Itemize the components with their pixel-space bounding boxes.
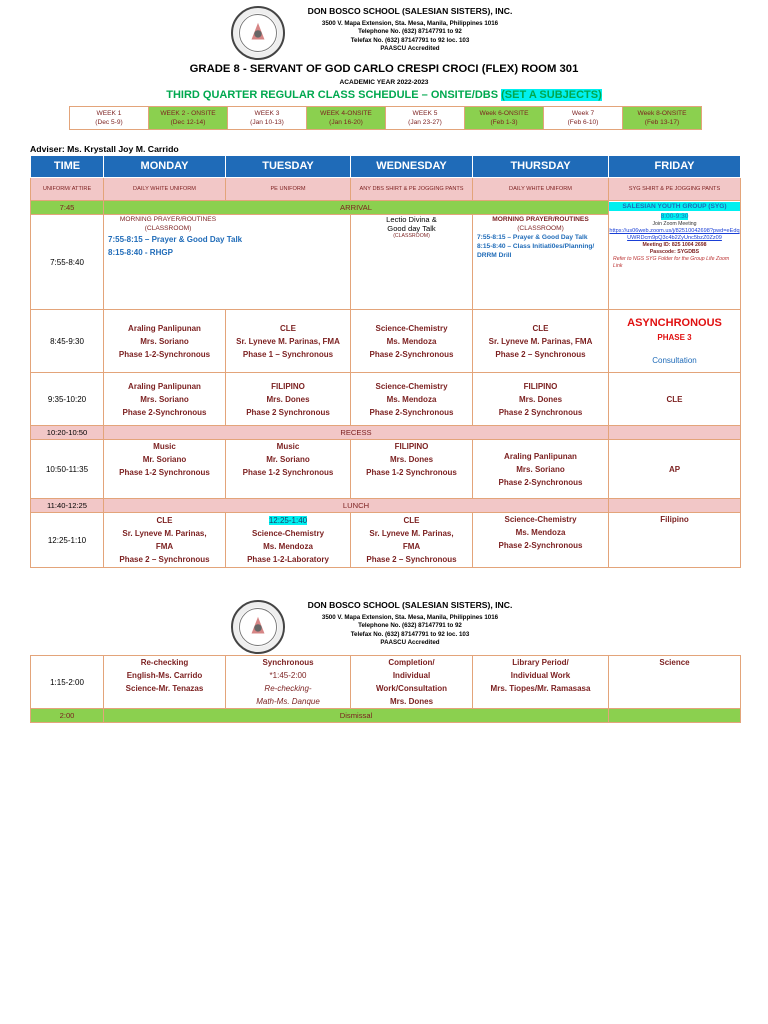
dismissal-fri xyxy=(609,709,741,723)
col-time: TIME xyxy=(31,156,104,178)
school-logo xyxy=(231,600,285,654)
school-name: DON BOSCO SCHOOL (SALESIAN SISTERS), INC. xyxy=(307,600,513,610)
schedule-table-continued xyxy=(30,655,741,723)
uniform-row xyxy=(31,178,741,201)
tue-935: FILIPINO Mrs. Dones Phase 2 Synchronous xyxy=(226,373,351,426)
school-name: DON BOSCO SCHOOL (SALESIAN SISTERS), INC. xyxy=(307,6,513,16)
table-header-row xyxy=(31,156,741,178)
school-logo xyxy=(231,6,285,60)
time-935: 9:35-10:20 xyxy=(31,373,104,426)
week-cell: Week 6-ONSITE (Feb 1-3) xyxy=(465,107,544,130)
thu-755: MORNING PRAYER/ROUTINES (CLASSROOM) 7:55-8:15 – Prayer & Good Day Talk 8:15-8:40 – Class Initiati0es/Planning/ DRRM Drill xyxy=(473,215,609,310)
row-935 xyxy=(31,373,741,426)
school-accreditation: PAASCU Accredited xyxy=(380,639,440,647)
arrival-label: ARRIVAL xyxy=(104,201,609,215)
thu-115: Library Period/ Individual Work Mrs. Tiopes/Mr. Ramasasa xyxy=(473,656,609,709)
mon-tue-755: MORNING PRAYER/ROUTINES (CLASSROOM) 7:55-8:15 – Prayer & Good Day Talk 8:15-8:40 - RHGP xyxy=(104,215,351,310)
dismissal-label: Dismissal xyxy=(104,709,609,723)
recess-row xyxy=(31,426,741,440)
wed-845: Science-Chemistry Ms. Mendoza Phase 2-Synchronous xyxy=(351,310,473,373)
school-telefax: Telefax No. (632) 87147791 to 92 loc. 103 xyxy=(350,36,470,44)
thu-1050: Araling Panlipunan Mrs. Soriano Phase 2-Synchronous xyxy=(473,440,609,499)
recess-time: 10:20-10:50 xyxy=(31,426,104,440)
mon-845: Araling Panlipunan Mrs. Soriano Phase 1-2-Synchronous xyxy=(104,310,226,373)
wed-1050: FILIPINO Mrs. Dones Phase 1-2 Synchronous xyxy=(351,440,473,499)
mon-1225: CLE Sr. Lyneve M. Parinas, FMA Phase 2 – Synchronous xyxy=(104,513,226,568)
school-address: 3500 V. Mapa Extension, Sta. Mesa, Manila, Philippines 1016 xyxy=(321,614,499,621)
school-header xyxy=(0,6,768,68)
row-1225 xyxy=(31,513,741,568)
arrival-time: 7:45 xyxy=(31,201,104,215)
uniform-label: UNIFORM/ ATTIRE xyxy=(31,178,104,201)
week-cell: Week 7 (Feb 6-10) xyxy=(544,107,623,130)
mon-115: Re-checking English-Ms. Carrido Science-Mr. Tenazas xyxy=(104,656,226,709)
weeks-table xyxy=(69,106,702,130)
mon-1050: Music Mr. Soriano Phase 1-2 Synchronous xyxy=(104,440,226,499)
fri-115: Science xyxy=(609,656,741,709)
col-friday: FRIDAY xyxy=(609,156,741,178)
fri-1050: AP xyxy=(609,440,741,499)
week-cell: WEEK 1 (Dec 5-9) xyxy=(70,107,149,130)
lunch-row xyxy=(31,499,741,513)
school-telefax: Telefax No. (632) 87147791 to 92 loc. 103 xyxy=(350,630,470,638)
uniform-fri: SYG SHIRT & PE JOGGING PANTS xyxy=(609,178,741,201)
lunch-fri xyxy=(609,499,741,513)
time-755: 7:55-8:40 xyxy=(31,215,104,310)
row-115 xyxy=(31,656,741,709)
syg-cell: SALESIAN YOUTH GROUP (SYG) 8:00-9:30 Join Zoom Meeting https://us06web.zoom.us/j/82510042698?pwd=eEdqUWRDcm9pQ3c4b2ZyUnc5bzZ0Zz09 Meeting ID: 825 1004 2698 Passcode: SYGDBS Refer to NGS SYG Folder for the Group Life Zoom Link xyxy=(609,201,741,310)
academic-year: ACADEMIC YEAR 2022-2023 xyxy=(339,79,429,86)
school-accreditation: PAASCU Accredited xyxy=(380,45,440,53)
school-telephone: Telephone No. (632) 87147791 to 92 xyxy=(358,622,462,630)
uniform-wed: ANY DBS SHIRT & PE JOGGING PANTS xyxy=(351,178,473,201)
col-wednesday: WEDNESDAY xyxy=(351,156,473,178)
fri-935: CLE xyxy=(609,373,741,426)
zoom-link[interactable]: https://us06web.zoom.us/j/82510042698?pwd=eEdqUWRDcm9pQ3c4b2ZyUnc5bzZ0Zz09 xyxy=(609,228,740,241)
arrival-row xyxy=(31,201,741,215)
uniform-thu: DAILY WHITE UNIFORM xyxy=(473,178,609,201)
tue-845: CLE Sr. Lyneve M. Parinas, FMA Phase 1 – Synchronous xyxy=(226,310,351,373)
adviser-name: Adviser: Ms. Krystall Joy M. Carrido xyxy=(30,144,179,154)
quarter-title xyxy=(0,89,768,101)
dismissal-row xyxy=(31,709,741,723)
week-cell: WEEK 5 (Jan 23-27) xyxy=(386,107,465,130)
school-header-2 xyxy=(0,600,768,662)
fri-1225: Filipino xyxy=(609,513,741,568)
week-cell: Week 8-ONSITE (Feb 13-17) xyxy=(623,107,702,130)
wed-755: Lectio Divina & Good day Talk (CLASSROOM) xyxy=(351,215,473,310)
tue-1050: Music Mr. Soriano Phase 1-2 Synchronous xyxy=(226,440,351,499)
week-cell: WEEK 4-ONSITE (Jan 16-20) xyxy=(307,107,386,130)
week-cell: WEEK 2 - ONSITE (Dec 12-14) xyxy=(149,107,228,130)
tue-115: Synchronous *1:45-2:00 Re-checking- Math-Ms. Danque xyxy=(226,656,351,709)
col-monday: MONDAY xyxy=(104,156,226,178)
uniform-mon: DAILY WHITE UNIFORM xyxy=(104,178,226,201)
col-tuesday: TUESDAY xyxy=(226,156,351,178)
lunch-time: 11:40-12:25 xyxy=(31,499,104,513)
time-1050: 10:50-11:35 xyxy=(31,440,104,499)
uniform-tue: PE UNIFORM xyxy=(226,178,351,201)
tue-1225: 12:25-1:40 Science-Chemistry Ms. Mendoza Phase 1-2-Laboratory xyxy=(226,513,351,568)
mon-935: Araling Panlipunan Mrs. Soriano Phase 2-Synchronous xyxy=(104,373,226,426)
lunch-label: LUNCH xyxy=(104,499,609,513)
wed-115: Completion/ Individual Work/Consultation Mrs. Dones xyxy=(351,656,473,709)
time-845: 8:45-9:30 xyxy=(31,310,104,373)
time-1225: 12:25-1:10 xyxy=(31,513,104,568)
quarter-highlight: (SET A SUBJECTS) xyxy=(501,89,602,101)
fri-845: ASYNCHRONOUS PHASE 3 Consultation xyxy=(609,310,741,373)
wed-1225: CLE Sr. Lyneve M. Parinas, FMA Phase 2 – Synchronous xyxy=(351,513,473,568)
schedule-table xyxy=(30,155,741,568)
col-thursday: THURSDAY xyxy=(473,156,609,178)
wed-935: Science-Chemistry Ms. Mendoza Phase 2-Synchronous xyxy=(351,373,473,426)
school-address: 3500 V. Mapa Extension, Sta. Mesa, Manila, Philippines 1016 xyxy=(321,20,499,27)
dismissal-time: 2:00 xyxy=(31,709,104,723)
thu-845: CLE Sr. Lyneve M. Parinas, FMA Phase 2 – Synchronous xyxy=(473,310,609,373)
week-cell: WEEK 3 (Jan 10-13) xyxy=(228,107,307,130)
row-1050 xyxy=(31,440,741,499)
school-telephone: Telephone No. (632) 87147791 to 92 xyxy=(358,28,462,36)
quarter-title-text: THIRD QUARTER REGULAR CLASS SCHEDULE – ONSITE/DBS xyxy=(166,89,499,101)
page-title: GRADE 8 - SERVANT OF GOD CARLO CRESPI CROCI (FLEX) ROOM 301 xyxy=(189,63,579,75)
recess-fri xyxy=(609,426,741,440)
time-115: 1:15-2:00 xyxy=(31,656,104,709)
recess-label: RECESS xyxy=(104,426,609,440)
thu-935: FILIPINO Mrs. Dones Phase 2 Synchronous xyxy=(473,373,609,426)
thu-1225: Science-Chemistry Ms. Mendoza Phase 2-Synchronous xyxy=(473,513,609,568)
row-845 xyxy=(31,310,741,373)
